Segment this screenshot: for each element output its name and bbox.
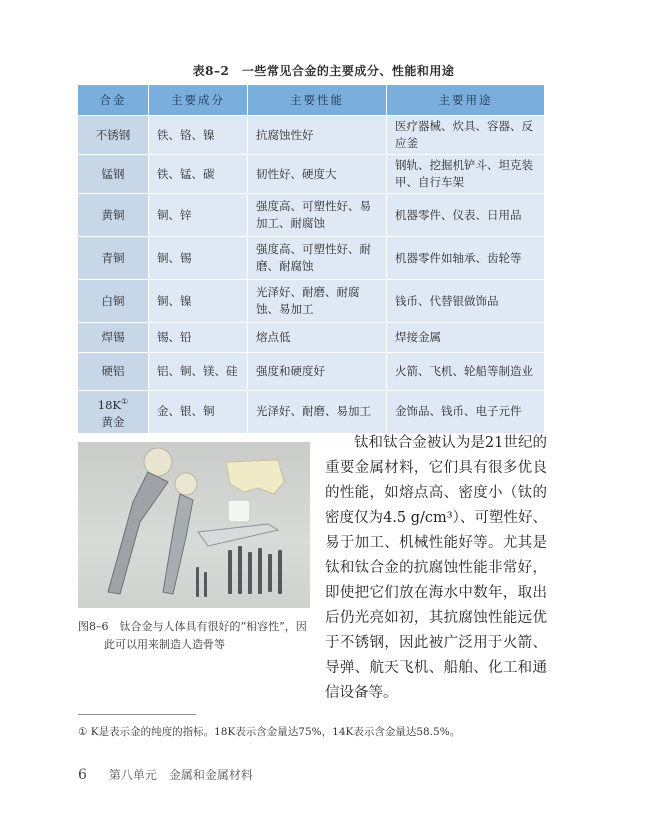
alloy-name: 白铜 [78,280,149,323]
table-header-row [78,85,545,116]
table-row [78,155,545,194]
alloy-composition: 锡、铅 [149,323,248,353]
footnote-divider [78,714,196,715]
alloy-name: 黄铜 [78,194,149,237]
alloy-composition: 金、银、铜 [149,391,248,434]
alloy-composition: 铁、锰、碳 [149,155,248,194]
table-row [78,116,545,155]
footnote-marker: ① [121,397,129,406]
alloy-name: 硬铝 [78,353,149,391]
figure-caption-line2: 此可以用来制造人造骨等 [104,638,225,651]
alloy-name: 青铜 [78,237,149,280]
alloy-name-18k: 18K [97,397,122,412]
page-number: 6 [78,767,87,783]
alloy-composition: 铜、镍 [149,280,248,323]
figure-caption-line1: 图8–6 钛合金与人体具有很好的“相容性”，因 [78,620,307,633]
table-title: 表8–2 一些常见合金的主要成分、性能和用途 [192,64,455,78]
table-row [78,280,545,323]
alloy-name [78,391,149,434]
alloy-composition: 铁、铬、镍 [149,116,248,155]
alloy-property: 强度高、可塑性好、耐磨、耐腐蚀 [248,237,387,280]
alloy-composition: 铜、锌 [149,194,248,237]
alloy-property: 抗腐蚀性好 [248,116,387,155]
table-row [78,237,545,280]
header-composition: 主要成分 [149,85,248,116]
alloy-composition: 铝、铜、镁、硅 [149,353,248,391]
alloy-property: 韧性好、硬度大 [248,155,387,194]
alloy-name: 不锈钢 [78,116,149,155]
alloy-property: 光泽好、耐磨、耐腐蚀、易加工 [248,280,387,323]
alloy-name: 焊锡 [78,323,149,353]
alloy-composition: 铜、锡 [149,237,248,280]
alloy-use: 焊接金属 [387,323,545,353]
header-alloy: 合金 [78,85,149,116]
body-text [325,431,547,706]
alloy-property: 熔点低 [248,323,387,353]
header-property: 主要性能 [248,85,387,116]
table-row [78,353,545,391]
alloy-use: 机器零件如轴承、齿轮等 [387,237,545,280]
alloy-property: 强度和硬度好 [248,353,387,391]
table-row [78,323,545,353]
alloy-name: 锰钢 [78,155,149,194]
unit-title: 第八单元 金属和金属材料 [108,768,253,782]
alloy-use: 钱币、代替银做饰品 [387,280,545,323]
table-row [78,391,545,434]
alloy-property: 强度高、可塑性好、易加工、耐腐蚀 [248,194,387,237]
alloy-use: 金饰品、钱币、电子元件 [387,391,545,434]
page-footer [78,766,253,783]
body-paragraph: 钛和钛合金被认为是21世纪的重要金属材料，它们具有很多优良的性能，如熔点高、密度小（钛的密度仅为4.5 g/cm³）、可塑性好、易于加工、机械性能好等。尤其是钛和钛合金的抗腐蚀性能非常好，即使把它们放在海水中数年，取出后仍光亮如初，其抗腐蚀性能远优于不锈钢，因此被广泛用于火箭、导弹、航天飞机、船舶、化工和通信设备等。 [325,435,547,701]
titanium-implant-photo [78,442,310,608]
alloy-use: 医疗器械、炊具、容器、反应釜 [387,116,545,155]
alloy-use: 火箭、飞机、轮船等制造业 [387,353,545,391]
alloy-name-gold: 黄金 [101,414,125,429]
implant-illustration [78,442,310,608]
table-row [78,194,545,237]
header-use: 主要用途 [387,85,545,116]
alloy-property: 光泽好、耐磨、易加工 [248,391,387,434]
figure-caption [78,618,310,654]
alloy-table [77,84,545,434]
alloy-use: 钢轨、挖掘机铲斗、坦克装甲、自行车架 [387,155,545,194]
alloy-use: 机器零件、仪表、日用品 [387,194,545,237]
footnote: ① K是表示金的纯度的指标。18K表示含金量达75%，14K表示含金量达58.5%。 [78,726,461,738]
